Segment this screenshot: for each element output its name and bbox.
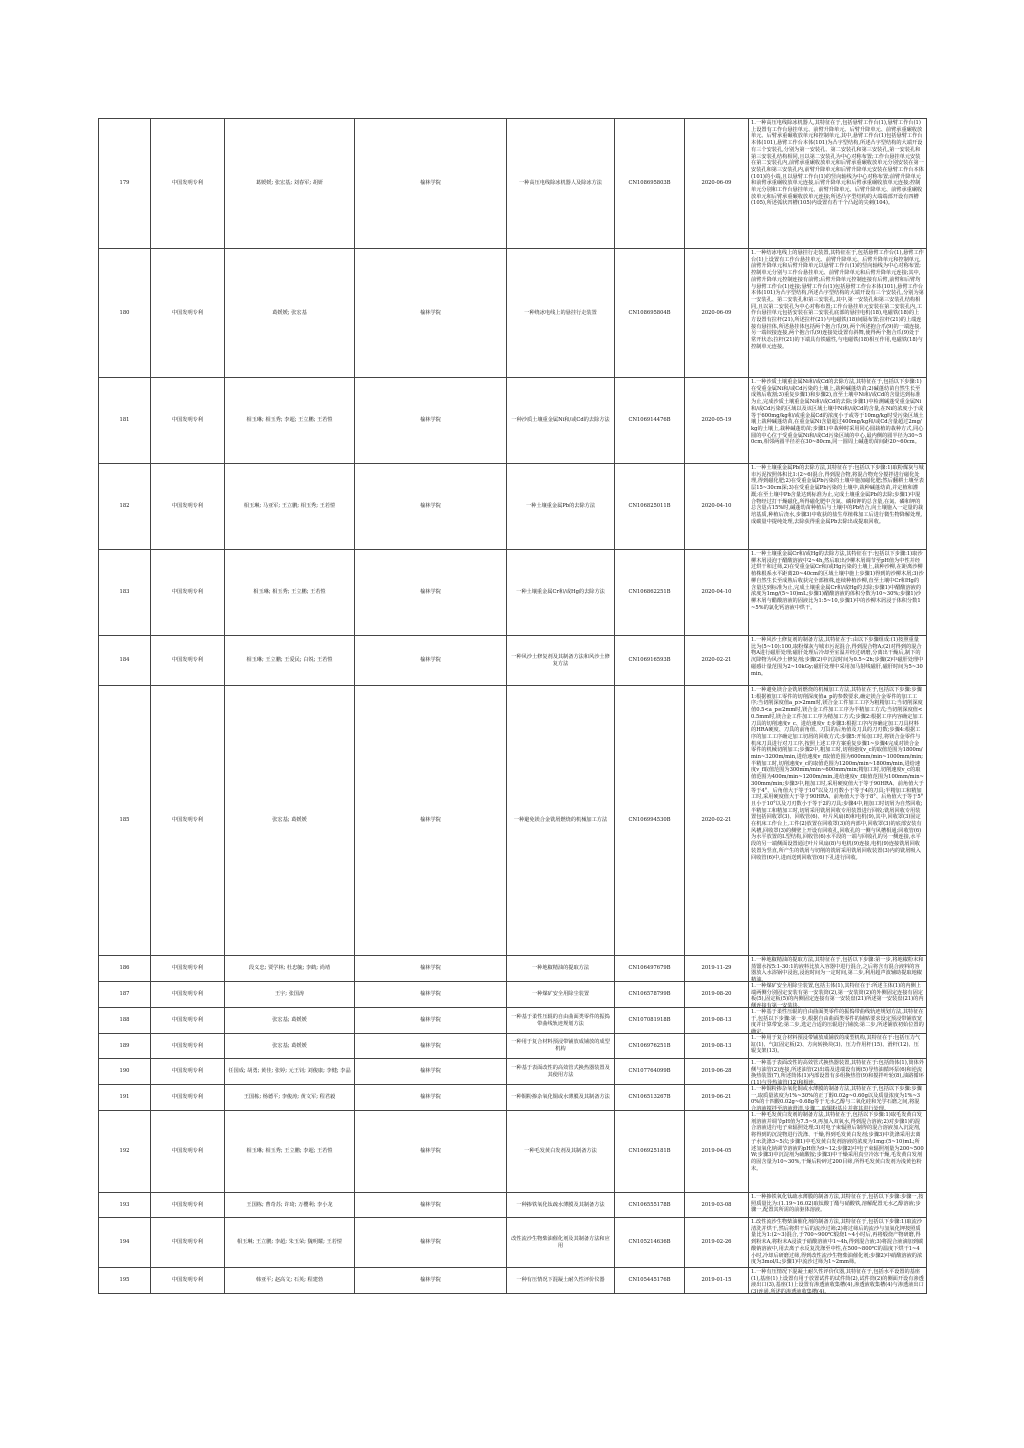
patent-title: 一种绕冰电线上的悬挂行走装置: [524, 309, 597, 316]
publication-date-cell: [685, 956, 749, 982]
patent-type-cell: [151, 1218, 225, 1268]
row-number-cell: [99, 1193, 151, 1218]
applicant-cell: [355, 119, 507, 249]
row-number: 187: [119, 991, 130, 998]
inventors-cell: [225, 636, 355, 686]
abstract-cell: [749, 249, 927, 378]
patent-title-cell: [507, 1008, 615, 1034]
patent-type: 中国发明专利: [171, 657, 204, 664]
patent-title-cell: [507, 636, 615, 686]
patent-title-cell: [507, 119, 615, 249]
patent-type-cell: [151, 1034, 225, 1059]
applicant-cell: [355, 1218, 507, 1268]
row-number: 189: [119, 1042, 130, 1049]
publication-date-cell: [685, 378, 749, 464]
publication-number: CN106994530B: [628, 817, 671, 824]
abstract-cell: [749, 550, 927, 636]
patent-title-cell: [507, 1193, 615, 1218]
publication-date-cell: [685, 1111, 749, 1193]
publication-number: CN106555178B: [628, 1201, 671, 1208]
row-number: 194: [119, 1239, 130, 1246]
patent-title: 一种有压情况下混凝土耐久性评价仪器: [516, 1277, 605, 1284]
publication-number: CN106578799B: [628, 991, 671, 998]
table-row: [99, 1218, 927, 1268]
publication-number-cell: [615, 1034, 685, 1059]
abstract: 1.一种煤矿安全用除尘装置,包括主体(1),其特征在于:所述主体(1)的内侧上端两侧分别固定安装有第一安装筒(2),第一安装筒(2)的外侧固定连接有固定板(5),固定板(5)的内侧固定连接有第一安装盘(21)所述第一安装盘(21)的内侧连接有第一安装块。: [751, 983, 924, 1010]
row-number: 193: [119, 1201, 130, 1208]
row-number-cell: [99, 1268, 151, 1294]
inventors: 相玉琳; 相玉秀; 王立鹏; 李超; 王若愷: [246, 1148, 333, 1155]
patent-type: 中国发明专利: [171, 1042, 204, 1049]
inventors: 任国成; 胡勇; 黄佳; 张婷; 元王钊; 刘俊康; 李健; 李晶: [228, 1068, 351, 1075]
applicant: 榆林学院: [420, 1017, 441, 1024]
inventors-cell: [225, 1111, 355, 1193]
abstract: 1.一种沙质土壤重金属Ni和/或Cd的去除方法,其特征在于,包括以下步骤:1)在受重金属Ni和/或Cd污染的土壤上,栽种碱蓬幼苗;2)碱蓬幼苗自然生长至成熟后收割;3)重复步骤1)和步骤2),直至土壤中Ni和/或Cd的含量达到标准为止,完成沙质土壤重金属Ni和/或Cd的去除;步骤1)中检测碱蓬受重金属Ni和/或Cd污染的区域以及该区域土壤中Ni和/或Cd的含量,在Ni的浓度小于或等于600mg/kg和/或重金属Cd的浓度小于或等于10mg/kg时受污染区域土壤上栽种碱蓬幼苗,在重金属Ni含量超过400mg/kg和/或Cd含量超过2mg/kg的土壤上,栽种碱蓬幼苗;步骤1)中栽种时采用同心圆栽植的栽种方式,同心圆的中心位于受重金属Ni和/或Cd污染区域的中心,最内侧的圆半径为30~50cm,相邻两圆半径差在30~80cm,同一圆周上碱蓬幼苗间距20~60cm。: [751, 379, 924, 446]
patent-title: 一种基于表面改性的高效管式换热器装置及其使用方法: [511, 1064, 610, 1078]
inventors-cell: [225, 1218, 355, 1268]
patent-title-cell: [507, 378, 615, 464]
row-number-cell: [99, 1008, 151, 1034]
abstract: 1.改性流沙生物柴油催化剂的制备方法,其特征在于,包括以下步骤:1)取流沙清洗并烘干,然后将烘干后的流沙过筛;2)将过筛后的流沙与氢氧化钾按照质量比为1:(2~3)混合,于700~900℃煅烧1~4小时后,再将煅烧产物研磨,得到粉末A,将粉末A浸渍于硝酸溶液中1~4h,得到混合液;3)将混合液滴加到碳酸钠溶液中,用去离子水反复洗涤至中性,在500~800℃的温度下烘干1~4小时,冷却后研磨过筛,得到改性流沙生物柴油催化剂;步骤2)中硝酸溶液的浓度为3mol/L;步骤1)中流沙过筛为1~2mm筛。: [751, 1219, 924, 1266]
applicant: 榆林学院: [420, 589, 441, 596]
patent-type: 中国发明专利: [171, 1277, 204, 1284]
row-number: 188: [119, 1017, 130, 1024]
publication-number-cell: [615, 1193, 685, 1218]
row-number: 179: [119, 180, 130, 187]
inventors-cell: [225, 982, 355, 1008]
inventors: 相玉琳; 相玉秀; 王立鹏; 王若愷: [253, 589, 326, 596]
table-row: [99, 1034, 927, 1059]
table-row: [99, 1085, 927, 1111]
row-number-cell: [99, 1059, 151, 1085]
publication-number-cell: [615, 1111, 685, 1193]
inventors-cell: [225, 1034, 355, 1059]
row-number-cell: [99, 464, 151, 550]
inventors-cell: [225, 249, 355, 378]
inventors: 相玉琳; 相玉秀; 李超; 王立鹏; 王若愷: [246, 417, 333, 424]
table-row: [99, 378, 927, 464]
inventors: 张宏基; 葛媛媛: [272, 1017, 307, 1024]
abstract-cell: [749, 636, 927, 686]
patent-title: 一种地椒精油的提取方法: [531, 965, 590, 972]
publication-date: 2020-04-10: [701, 503, 732, 510]
applicant-cell: [355, 550, 507, 636]
publication-date: 2020-02-21: [701, 817, 732, 824]
row-number-cell: [99, 636, 151, 686]
patent-title: 一种掺铁氧化钛疏水薄膜及其制备方法: [516, 1201, 605, 1208]
publication-date: 2019-08-13: [701, 1017, 732, 1024]
inventors: 韩亚平; 赵高文; 石英; 程建勃: [255, 1277, 324, 1284]
row-number-cell: [99, 982, 151, 1008]
patent-title: 一种土壤重金属Cr和/或Hg的去除方法: [516, 589, 605, 596]
publication-date-cell: [685, 1034, 749, 1059]
publication-number-cell: [615, 1268, 685, 1294]
abstract-cell: [749, 686, 927, 956]
publication-number: CN105445176B: [628, 1277, 671, 1284]
inventors-cell: [225, 464, 355, 550]
inventors-cell: [225, 1059, 355, 1085]
abstract: 1.一种基于柔性压辊的自由曲面类零件的振捣带曲线轨迹规划方法,其特征在于,包括以下步骤:第一步,根据自由曲面类零件的铺贴要求设定预浸带铺放宽度并计算带宽;第二步,选定合适的压辊进行铺放;第二步,所述铺放初始位置的确定。: [751, 1009, 924, 1036]
abstract-cell: [749, 1218, 927, 1268]
inventors: 相玉琳; 马亚军; 王立鹏; 相玉秀; 王若愷: [243, 503, 336, 510]
patent-title-cell: [507, 550, 615, 636]
abstract: 1.一种基于表面改性的高效管式换热器装置,其特征在于:包括筒体(1),筒体外侧与油管(2)连接,所述油管(2)出端及进端设有阀(5)导热油循环泵(6)和逆流换热装置(7),所述筒体(1)内部设置有多组换热管(9)和搅拌叶轮(8),油路循环(11)与导热油管(12)和相连。: [751, 1060, 924, 1087]
inventors-cell: [225, 686, 355, 956]
patent-type: 中国发明专利: [171, 1201, 204, 1208]
applicant-cell: [355, 1008, 507, 1034]
applicant: 榆林学院: [420, 1094, 441, 1101]
abstract: 1.一种毛发黄白发剂的制备方法,其特征在于,包括以下步骤:1)取毛发黄白发剂溶液并调节pH值为7.5~9,再加入双氧水,得到混合溶液;2)对步骤1)的混合溶液进行电子束辐照处理;3)对电子束辐照后制得的混合溶液加入沉淀剂,将得到的沉淀物进行洗涤、干燥,得到毛发黄白发剂;步骤3)中洗涤采用去离子水洗涤3~5次;步骤1)中毛发黄白发剂溶液的浓度为1mg:(5~10)mL;所述氢氧化钠调节溶液的pH值为9~12;步骤2)中电子束辐照剂量为200~500W;步骤3)中沉淀剂为硫酸铵;步骤3)中干燥采用真空冷冻干燥,毛发黄白发剂的固含量为10~30%,干燥后粉碎过200目筛,所得毛发黄白发剂为浅黄色粉末。: [751, 1112, 924, 1172]
publication-date-cell: [685, 1085, 749, 1111]
applicant-cell: [355, 1085, 507, 1111]
inventors: 王宇; 张国涛: [274, 991, 305, 998]
patent-table-page: [98, 118, 926, 1294]
patent-type-cell: [151, 1193, 225, 1218]
patent-type-cell: [151, 464, 225, 550]
applicant: 榆林学院: [420, 817, 441, 824]
patent-type-cell: [151, 1111, 225, 1193]
publication-date: 2019-03-08: [701, 1201, 732, 1208]
patent-title: 一种避免镁合金铣屑燃烧的机械加工方法: [513, 817, 608, 824]
inventors-cell: [225, 956, 355, 982]
applicant-cell: [355, 1059, 507, 1085]
patent-title-cell: [507, 1034, 615, 1059]
applicant: 榆林学院: [420, 965, 441, 972]
applicant-cell: [355, 956, 507, 982]
publication-number: CN107764099B: [628, 1068, 671, 1075]
patent-type-cell: [151, 1059, 225, 1085]
publication-date-cell: [685, 1268, 749, 1294]
patent-title-cell: [507, 1059, 615, 1085]
patent-type: 中国发明专利: [171, 817, 204, 824]
row-number: 192: [119, 1148, 130, 1155]
applicant: 榆林学院: [420, 1277, 441, 1284]
table-row: [99, 686, 927, 956]
publication-date-cell: [685, 982, 749, 1008]
publication-date: 2019-02-26: [701, 1239, 732, 1246]
patent-title: 一种高压电线除冰机器人及除冰方法: [518, 180, 602, 187]
patent-title-cell: [507, 249, 615, 378]
patent-type: 中国发明专利: [171, 589, 204, 596]
table-row: [99, 636, 927, 686]
patent-title: 一种沙质土壤重金属Ni和/或Cd的去除方法: [511, 417, 610, 424]
applicant-cell: [355, 1193, 507, 1218]
patent-title: 改性流沙生物柴油催化剂及其制备方法和应用: [511, 1235, 610, 1249]
patent-title-cell: [507, 1218, 615, 1268]
patent-type-cell: [151, 249, 225, 378]
publication-number-cell: [615, 249, 685, 378]
patent-type-cell: [151, 686, 225, 956]
publication-number: CN107081918B: [628, 1017, 671, 1024]
patent-title-cell: [507, 956, 615, 982]
inventors: 段义忠; 贾学林; 杜忠毓; 李鹤; 尚靖: [248, 965, 331, 972]
abstract: 1.一种风沙土修复剂的制备方法,其特征在于:由以下步骤组成:(1)按照重量比为(5~10):100,取粉煤灰与城市污泥混合,得到混合物A;(2)对得到的混合物A进行磁肝处理;磁肝处理后冷却至室温并经过研磨,分离出干燥后,制下的沉降物为风沙土修复剂;步骤(2)中沉淀时间为0.5~2h;步骤(2)中磁肝处理中磁感计量范围为2~10kGy;磁肝处理中采用加马射线磁肝,磁肝时间为5~30min。: [751, 637, 924, 677]
patent-type: 中国发明专利: [171, 991, 204, 998]
abstract: 1.一种土壤重金属Cr和/或Hg的去除方法,其特征在于:包括以下步骤:1)取沙柳木屑浸泡于醋酸溶液中2~4h,然后取出沙柳木屑调节至pH值为中性并经过烘干和过筛,2)在受重金属Cr和/或Hg污染的土壤上,栽种沙柳,在距离沙柳植株根系水平距离20~40cm的区域土壤中施上步骤1)得到的沙柳木屑;3)沙柳自然生长至成熟后收获完全部植株,连续种植沙柳,直至土壤中Cr和Hg的含量达到标准为止,完成土壤重金属Cr和/或Hg的去除;步骤1)中醋酸溶液的浓度为1mg/(5~10)mL;步骤1)醋酸溶液的体积分数为10~30%;步骤1)沙柳木屑与醋酸溶液的固液比为1:5~10,步骤1)中的沙柳木屑浸于体积分数1~5%的氯化钙溶液中烘干。: [751, 551, 924, 611]
abstract-cell: [749, 1268, 927, 1294]
inventors-cell: [225, 550, 355, 636]
applicant: 榆林学院: [420, 657, 441, 664]
inventors: 张宏基; 葛媛媛: [272, 817, 307, 824]
table-row: [99, 464, 927, 550]
abstract: 1.一种土壤重金属Pb的去除方法,其特征在于:包括以下步骤:1)取粉煤灰与城市污泥按照体积比1:(2~6)混合,得到混合物,将混合物充分搅拌进行磁化处理,得到磁化肥;2)在受重金属Pb污染的土壤中施加磁化肥;然后翻耕土壤至表层15~30cm深;3)在受重金属Pb污染的土壤中,栽种碱蓬幼苗,并定植和灌溉;在至土壤中Pb含量达到标准为止,完成土壤重金属Pb的去除;步骤1)中混合物经过打干燥磁化,所得磁化肥中含氮、磷和钾的总含量,在氮、磷和钾的总含量占15%时,碱蓬幼苗种植后与土壤中的Pb结合,向土壤施入一定量的栽培基质,种植后浇水,步骤3)中收获的盐生草植株加工后进行微生物降解处理,成碳量中提纯处理,去除获得重金属Pb去除出或提取回收。: [751, 465, 924, 525]
applicant-cell: [355, 1034, 507, 1059]
abstract: 1.一种避免镁合金铣屑燃烧的机械加工方法,其特征在于,包括以下步骤:步骤1:根据被加工零件的切削深度值a_p的参数要求,确定镁合金零件的加工工序;当切削深度值a_p>2mm时,镁合金工件加工工序为粗精加工;当切削深度值0.5<a_p≤2mm时,镁合金工件加工工序为半精加工方式;当切削深度值<0.5mm时,镁合金工件加工工序为精加工方式;步骤2:根据工序内容确定加工刀具的切削速度v_c、进给速度v_f;步骤3:根据工序内容确定加工刀具材料的HRA硬度、刀具的前角值、刀具的后角值及刀具的刀刃数;步骤4:根据工序的加工工序确定加工切屑的回收方式;步骤5:开始加工时,将镁合金零件与机床刀具进行对刀工序,按照上述工序方案重复步骤1~步骤4完成对镁合金零件的机械切削加工;步骤2中,粗加工时,切削速度v_c的取值范围为1800m/min~3200m/min,进给速度v_f取值范围为600mm/min~1000mm/min;半精加工时,切削速度v_c的取值范围为1200m/min~1800m/min,进给速度v_f取值范围为300mm/min~600mm/min;精加工时,切削速度v_c的取值范围为400m/min~1200m/min,进给速度v_f取值范围为100mm/min~300mm/min;步骤3中,粗加工时,采用硬度值大于等于90HRA、前角值大于等于4°、后角值大于等于10°以及刀刃数小于等于4的刀具;半精加工和精加工时,采用硬度值大于等于90HRA、前角值大于等于8°、后角值大于等于5°且小于10°以及刀刃数小于等于2的刀具;步骤4中,粗加工时切屑为自然回收;半精加工和精加工时,切屑采用铣屑回收专用装置进行回收;铣屑回收专用装置包括回收罩(3)、回收管(6)、叶片风扇(8)和电机(9),其中,回收罩(3)固定在机床工作台上,工件(2)放置在回收罩(3)的内部中,回收罩(3)的底部安装有风槽,回收罩(3)的侧壁上开设有回收孔,回收孔的一侧与风槽相通;回收管(6)为水平放置的L型结构,回收管(6)水平段的一端与回收孔的另一侧连接,水平段的另一端侧面设置通过叶片风扇(8)与电机(9)连接,电机(9)连接铣屑回收装置为竖直,所产生的铣屑与切削的铣屑采用铣屑回收装置(3)内的铣屑吸入回收管(6)中,进而送到回收管(6)下孔进行回收。: [751, 687, 924, 861]
row-number-cell: [99, 686, 151, 956]
inventors: 相玉琳; 王立鹏; 王爱民; 白锐; 王若愷: [246, 657, 333, 664]
inventors: 葛媛媛; 张宏基; 刘春军; 胡妍: [255, 180, 324, 187]
publication-number-cell: [615, 1218, 685, 1268]
abstract-cell: [749, 1059, 927, 1085]
abstract: 1.一种掺铁氧化钛疏水薄膜的制备方法,其特征在于,包括以下步骤:步骤一,按照质量比为:(1.19~16.02)取钛酸丁酯与硝酸铁,溶解配置无水乙醇溶液;步骤一,配置其所需的前驱体溶液。: [751, 1194, 924, 1214]
patent-type: 中国发明专利: [171, 503, 204, 510]
patent-type: 中国发明专利: [171, 417, 204, 424]
patent-type-cell: [151, 550, 225, 636]
publication-date: 2019-06-28: [701, 1068, 732, 1075]
patent-table: [98, 118, 927, 1294]
publication-date: 2020-06-09: [701, 180, 732, 187]
publication-number-cell: [615, 982, 685, 1008]
applicant-cell: [355, 249, 507, 378]
applicant-cell: [355, 686, 507, 956]
inventors-cell: [225, 1008, 355, 1034]
inventors-cell: [225, 1268, 355, 1294]
table-row: [99, 1059, 927, 1085]
abstract-cell: [749, 119, 927, 249]
applicant: 榆林学院: [420, 1042, 441, 1049]
abstract-cell: [749, 1034, 927, 1059]
row-number-cell: [99, 249, 151, 378]
patent-title-cell: [507, 686, 615, 956]
publication-number-cell: [615, 636, 685, 686]
publication-date: 2019-01-15: [701, 1277, 732, 1284]
patent-title: 一种毛发黄白发剂及其制备方法: [524, 1148, 597, 1155]
abstract: 1.一种有压情况下混凝土耐久性评价仪器,其特征在于,包括水平设置的基座(1),基座(1)上设置有用于放置试件的试件筒(2),试件筒(2)的侧面开设有渗透液出口(3),基座(1)上设置有渗透液收集槽(4),渗透液收集槽(4)与渗透液出口(3)连通,所述的渗透液收集槽(4)。: [751, 1269, 924, 1296]
patent-type-cell: [151, 1268, 225, 1294]
patent-type: 中国发明专利: [171, 1068, 204, 1075]
publication-number: CN106925181B: [628, 1148, 671, 1155]
patent-type: 中国发明专利: [171, 309, 204, 316]
applicant: 榆林学院: [420, 1201, 441, 1208]
patent-type-cell: [151, 1085, 225, 1111]
publication-date: 2019-08-13: [701, 1042, 732, 1049]
row-number: 190: [119, 1068, 130, 1075]
patent-type-cell: [151, 119, 225, 249]
publication-date: 2020-06-09: [701, 309, 732, 316]
publication-number-cell: [615, 464, 685, 550]
patent-title-cell: [507, 1111, 615, 1193]
row-number: 180: [119, 309, 130, 316]
publication-number-cell: [615, 119, 685, 249]
applicant: 榆林学院: [420, 503, 441, 510]
abstract: 1.一种铜粉掺杂氧化铜或水薄膜的制备方法,其特征在于,包括以下步骤:步骤一,取质量浓度为1%~30%的正丁醇0.02g~0.60g以及质量浓度为1%~30%的十四酸0.02g~0.68g等于无水乙醇与二氧化硅和光学石磨之间,将混合溶液搅拌至溶液澄清,步骤二,取铜粉基片并将其进行处理。: [751, 1086, 922, 1113]
table-row: [99, 550, 927, 636]
publication-date-cell: [685, 249, 749, 378]
publication-date: 2020-02-21: [701, 657, 732, 664]
publication-number: CN108695804B: [628, 309, 671, 316]
inventors: 王国栋; 曹奇苏; 许琦; 万樱利; 李小龙: [246, 1201, 333, 1208]
publication-number: CN106825011B: [628, 503, 671, 510]
table-row: [99, 1008, 927, 1034]
row-number-cell: [99, 378, 151, 464]
row-number: 183: [119, 589, 130, 596]
patent-type-cell: [151, 378, 225, 464]
abstract-cell: [749, 1111, 927, 1193]
row-number-cell: [99, 1218, 151, 1268]
applicant: 榆林学院: [420, 991, 441, 998]
abstract: 1.一种地椒精油的提取方法,其特征在于,包括以下步骤:第一步,将地椒粉末和蒸馏水按5:1-30:1的液料比放入容器中进行混合,之后将含有混合液料的容器放入水浴锅中浸泡,浸泡时间为一定时间,第二步,利用超声波辅助提取地椒精油。: [751, 957, 924, 984]
publication-number: CN106976251B: [628, 1042, 671, 1049]
publication-number: CN106914476B: [628, 417, 671, 424]
publication-date-cell: [685, 1008, 749, 1034]
abstract-cell: [749, 1085, 927, 1111]
abstract-cell: [749, 378, 927, 464]
publication-date-cell: [685, 636, 749, 686]
publication-number: CN106916593B: [628, 657, 671, 664]
abstract: 1.一种结冰电线上的悬挂行走装置,其特征在于,包括悬臂工作台(1),悬臂工作台(1)上设置有工作台悬挂单元、前臂升降单元、后臂升降单元和控制单元,前臂升降单元和后臂升降单元以悬臂工作台(1)的竖向轴线为中心对称布置;控制单元分别与工作台悬挂单元、前臂升降单元和后臂升降单元连接;其中,前臂升降单元控制连接有前臂;后臂升降单元控制连接有后臂,前臂和后臂均与悬臂工作台(1)连接;悬臂工作台(1)包括悬臂工作台本体(101),悬臂工作台本体(101)为凸字型结构,所述凸字型结构的大端开设有三个安装孔,分别为第一安装孔、第二安装孔和第三安装孔,其中,第一安装孔和第三安装孔结构相同,且以第二安装孔为中心对称布置;工作台悬挂单元安装在第二安装孔内,工作台悬挂单元包括安装在第二安装孔底部的悬挂电机(18),电磁铁(18)的上方设置有拉杆(21),所述拉杆(21)与电磁铁(18)间隔布置;拉杆(21)的上端连接有悬挂体,所述悬挂体包括两个抱合爪(9),两个所述抱合爪(9)的一端连接,另一端铰接连接,两个抱合爪(9)连接处设置有斜舞,使得两个抱合爪(9)处于常开状态;拉杆(21)的下端具有铁磁性,与电磁铁(18)相互作用,电磁铁(18)与控制单元连接。: [751, 250, 924, 350]
publication-date: 2020-05-19: [701, 417, 732, 424]
patent-title: 一种基于柔性压辊的自由曲面类零件的振捣带曲线轨迹规划方法: [511, 1013, 610, 1027]
publication-date: 2019-04-05: [701, 1148, 732, 1155]
inventors: 王国栋; 杨德平; 李俊涛; 黄文军; 程君毅: [243, 1094, 336, 1101]
patent-title-cell: [507, 1268, 615, 1294]
applicant-cell: [355, 982, 507, 1008]
publication-date-cell: [685, 1218, 749, 1268]
publication-date: 2020-04-10: [701, 589, 732, 596]
patent-type: 中国发明专利: [171, 180, 204, 187]
row-number: 184: [119, 657, 130, 664]
publication-date: 2019-11-29: [701, 965, 732, 972]
table-row: [99, 1111, 927, 1193]
row-number-cell: [99, 119, 151, 249]
applicant: 榆林学院: [420, 1148, 441, 1155]
row-number: 186: [119, 965, 130, 972]
row-number: 182: [119, 503, 130, 510]
inventors: 葛媛媛; 张宏基: [272, 309, 307, 316]
publication-number-cell: [615, 1059, 685, 1085]
publication-number: CN105214636B: [628, 1239, 671, 1246]
publication-date-cell: [685, 464, 749, 550]
patent-title-cell: [507, 1085, 615, 1111]
abstract: 1.一种用于复合材料预浸带铺放成铺放的成型机构,其特征在于:包括压力气缸(1)、气缸固定板(2)、方向转换块(3)、压力作用杆(15)、滑杆(12)、压辊支架(13)。: [751, 1035, 921, 1055]
patent-type: 中国发明专利: [171, 965, 204, 972]
patent-title: 一种铜粉掺杂氧化铜或水薄膜及其制备方法: [511, 1094, 610, 1101]
patent-type-cell: [151, 982, 225, 1008]
patent-title-cell: [507, 464, 615, 550]
publication-date-cell: [685, 1059, 749, 1085]
applicant: 榆林学院: [420, 309, 441, 316]
inventors: 相玉琳; 王立鹏; 李超; 朱玉荣; 魏明耀; 王若愷: [236, 1239, 343, 1246]
patent-type: 中国发明专利: [171, 1094, 204, 1101]
row-number: 191: [119, 1094, 130, 1101]
applicant-cell: [355, 636, 507, 686]
table-row: [99, 119, 927, 249]
applicant-cell: [355, 1268, 507, 1294]
publication-number-cell: [615, 1008, 685, 1034]
abstract: 1.一种高压电线除冰机器人,其特征在于,包括悬臂工作台(1),悬臂工作台(1)上设置有工作台悬挂单元、前臂升降单元、后臂升降单元、前臂承重碾收放单元、后臂承重碾收放单元和控制单元,其中,悬臂工作台(1)包括悬臂工作台本体(101),悬臂工作台本体(101)为凸字型结构,所述凸字型结构的大端开设有三个安装孔,分别为第一安装孔、第二安装孔和第三安装孔,第一安装孔和第三安装孔结构相同,且以第二安装孔为中心对称布置;工作台悬挂单元安装在第二安装孔内,前臂承重碾收放单元和后臂承重碾收放单元分别安装在第一安装孔和第三安装孔内,前臂升降单元和后臂升降单元安装在悬臂工作台本体(101)的小端,且以悬臂工作台(1)的竖向轴线为中心对称布置;前臂升降单元和前臂承重碾收放单元连接,后臂升降单元和后臂承重碾收放单元连接;控制单元分别和工作台悬挂单元、前臂升降单元、后臂升降单元、前臂承重碾收放单元和后臂承重碾收放单元连接;所述凸字型结构的大端端部开设有四槽(105),所述弧状凹槽(105)内设置有若干个凸起的尖刺(104)。: [751, 120, 924, 207]
applicant: 榆林学院: [420, 417, 441, 424]
publication-number: CN106862251B: [628, 589, 671, 596]
table-row: [99, 1193, 927, 1218]
abstract-cell: [749, 1008, 927, 1034]
inventors-cell: [225, 1085, 355, 1111]
row-number: 181: [119, 417, 130, 424]
publication-date-cell: [685, 119, 749, 249]
row-number-cell: [99, 956, 151, 982]
applicant: 榆林学院: [420, 180, 441, 187]
publication-number-cell: [615, 686, 685, 956]
inventors-cell: [225, 119, 355, 249]
patent-type: 中国发明专利: [171, 1148, 204, 1155]
row-number: 185: [119, 817, 130, 824]
inventors-cell: [225, 378, 355, 464]
patent-title: 一种煤矿安全用除尘装置: [531, 991, 590, 998]
publication-date-cell: [685, 1193, 749, 1218]
abstract-cell: [749, 956, 927, 982]
row-number-cell: [99, 1034, 151, 1059]
row-number-cell: [99, 550, 151, 636]
patent-title: 一种风沙土修复剂及其制备方法和风沙土修复方法: [511, 653, 610, 667]
publication-number-cell: [615, 378, 685, 464]
publication-number-cell: [615, 1085, 685, 1111]
table-row: [99, 1268, 927, 1294]
inventors: 张宏基; 葛媛媛: [272, 1042, 307, 1049]
applicant-cell: [355, 1111, 507, 1193]
publication-number-cell: [615, 956, 685, 982]
abstract-cell: [749, 464, 927, 550]
publication-date: 2019-06-21: [701, 1094, 732, 1101]
applicant: 榆林学院: [420, 1068, 441, 1075]
publication-date: 2019-08-20: [701, 991, 732, 998]
patent-title-cell: [507, 982, 615, 1008]
patent-title: 一种土壤重金属Pb的去除方法: [525, 503, 596, 510]
patent-type-cell: [151, 956, 225, 982]
publication-date-cell: [685, 550, 749, 636]
publication-number-cell: [615, 550, 685, 636]
table-row: [99, 982, 927, 1008]
abstract-cell: [749, 982, 927, 1008]
patent-type-cell: [151, 1008, 225, 1034]
table-row: [99, 956, 927, 982]
abstract-cell: [749, 1193, 927, 1218]
table-row: [99, 249, 927, 378]
applicant-cell: [355, 378, 507, 464]
publication-number: CN106513267B: [628, 1094, 671, 1101]
patent-type: 中国发明专利: [171, 1239, 204, 1246]
row-number: 195: [119, 1277, 130, 1284]
publication-number: CN108695803B: [628, 180, 671, 187]
row-number-cell: [99, 1111, 151, 1193]
inventors-cell: [225, 1193, 355, 1218]
applicant: 榆林学院: [420, 1239, 441, 1246]
patent-table-body: [99, 119, 927, 1294]
patent-title: 一种用于复合材料预浸带铺放成铺放的成型机构: [511, 1039, 610, 1052]
patent-type-cell: [151, 636, 225, 686]
publication-date-cell: [685, 686, 749, 956]
applicant-cell: [355, 464, 507, 550]
row-number-cell: [99, 1085, 151, 1111]
publication-number: CN106497679B: [628, 965, 671, 972]
patent-type: 中国发明专利: [171, 1017, 204, 1024]
